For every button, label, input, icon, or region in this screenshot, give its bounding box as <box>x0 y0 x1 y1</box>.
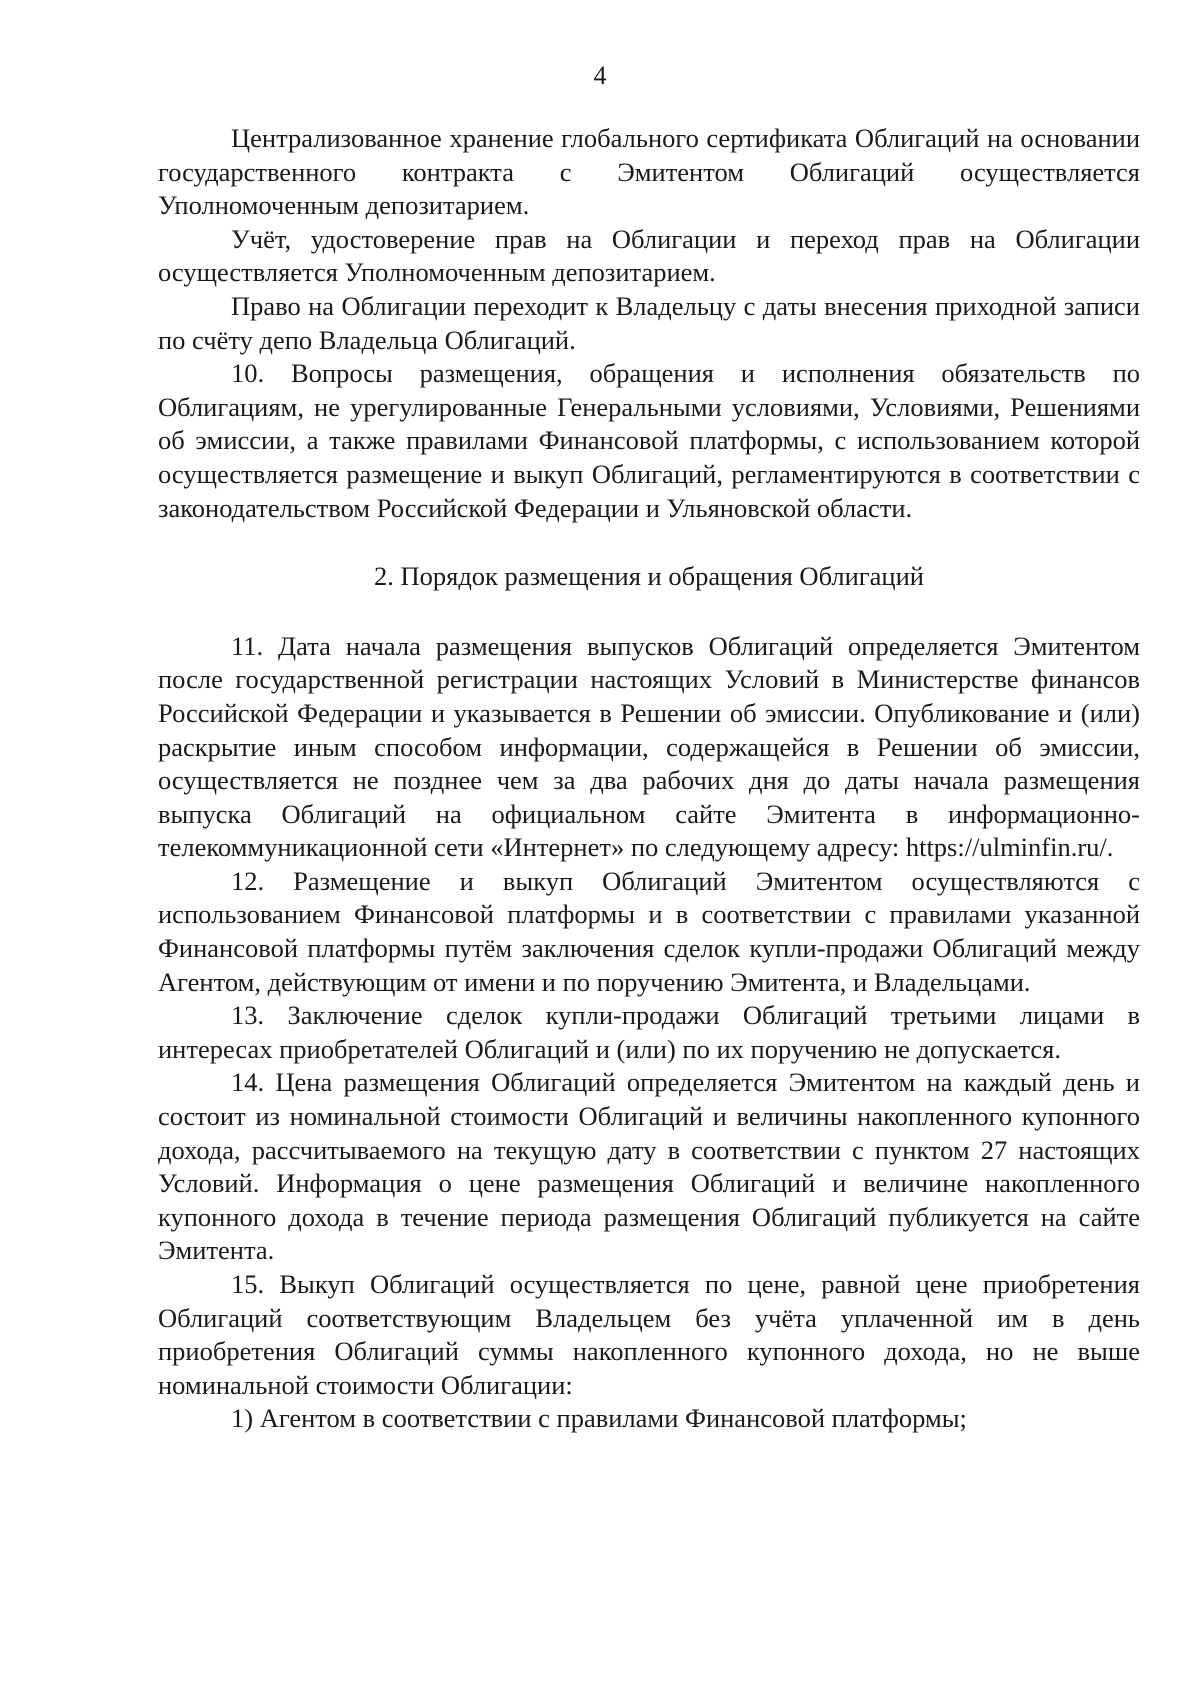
document-body <box>158 122 1140 1436</box>
paragraph-item-13: 13. Заключение сделок купли-продажи Облигаций третьими лицами в интересах приобретателей Облигаций и (или) по их поручению не допускается. <box>158 1000 1140 1064</box>
paragraph-depository-storage: Централизованное хранение глобального сертификата Облигаций на основании государственного контракта с Эмитентом Облигаций осуществляется Уполномоченным депозитарием. <box>158 123 1140 221</box>
paragraph-item-11: 11. Дата начала размещения выпусков Облигаций определяется Эмитентом после государственной регистрации настоящих Условий в Министерстве финансов Российской Федерации и указывается в Решении об эмиссии. Опубликование и (или) раскрытие иным способом информации, содержащейся в Решении об эмиссии, осуществляется не позднее чем за два рабочих дня до даты начала размещения выпуска Облигаций на официальном сайте Эмитента в информационно-телекоммуникационной сети «Интернет» по следующему адресу: https://ulminfin.ru/. <box>158 630 1140 863</box>
paragraph-rights-transfer: Право на Облигации переходит к Владельцу с даты внесения приходной записи по счёту депо Владельца Облигаций. <box>158 290 1140 355</box>
paragraph-item-15: 15. Выкуп Облигаций осуществляется по цене, равной цене приобретения Облигаций соответствующим Владельцем без учёта уплаченной им в день приобретения Облигаций суммы накопленного купонного дохода, но не выше номинальной стоимости Облигации: <box>158 1269 1140 1400</box>
paragraph-item-10: 10. Вопросы размещения, обращения и исполнения обязательств по Облигациям, не урегулированные Генеральными условиями, Условиями, Решениями об эмиссии, а также правилами Финансовой платформы, с использованием которой осуществляется размещение и выкуп Облигаций, регламентируются в соответствии с законодательством Российской Федерации и Ульяновской области. <box>158 358 1140 523</box>
paragraph-rights-accounting: Учёт, удостоверение прав на Облигации и переход прав на Облигации осуществляется Уполномоченным депозитарием. <box>158 223 1140 288</box>
paragraph-item-12: 12. Размещение и выкуп Облигаций Эмитентом осуществляются с использованием Финансовой платформы и в соответствии с правилами указанной Финансовой платформы путём заключения сделок купли-продажи Облигаций между Агентом, действующим от имени и по поручению Эмитента, и Владельцами. <box>158 865 1140 997</box>
page-number: 4 <box>593 61 607 90</box>
paragraph-item-15-subitem-1: 1) Агентом в соответствии с правилами Финансовой платформы; <box>231 1403 967 1434</box>
section-heading: 2. Порядок размещения и обращения Облигаций <box>374 561 924 592</box>
paragraph-item-14: 14. Цена размещения Облигаций определяется Эмитентом на каждый день и состоит из номинальной стоимости Облигаций и величины накопленного купонного дохода, рассчитываемого на текущую дату в соответствии с пунктом 27 настоящих Условий. Информация о цене размещения Облигаций и величине накопленного купонного дохода в течение периода размещения Облигаций публикуется на сайте Эмитента. <box>158 1067 1140 1266</box>
